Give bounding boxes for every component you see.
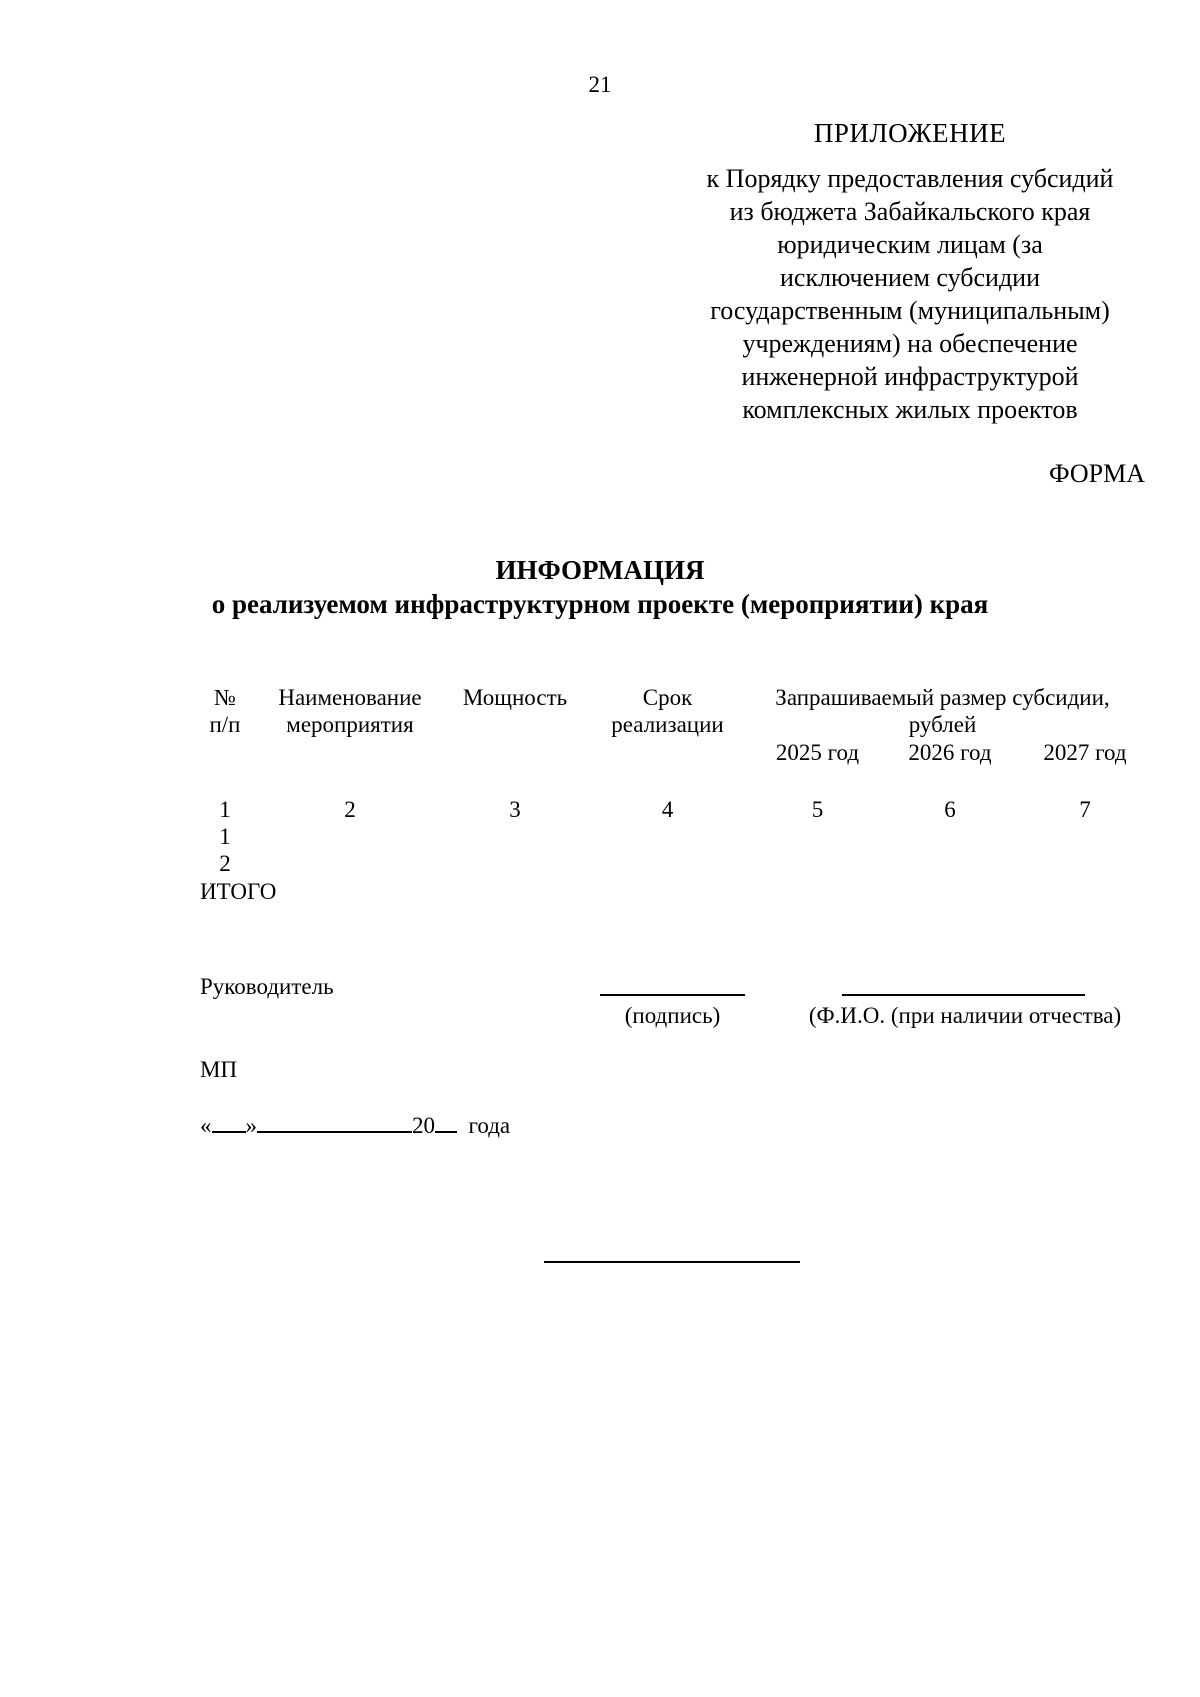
signature-caption: (подпись): [624, 1003, 721, 1028]
month-blank: [257, 1111, 412, 1133]
appendix-title: ПРИЛОЖЕНИЕ: [813, 118, 1007, 148]
table-header-capacity: Мощность: [462, 685, 568, 710]
appendix-line: к Порядку предоставления субсидий: [706, 164, 1114, 193]
appendix-text: [675, 162, 1145, 426]
appendix-line: государственным (муниципальным): [710, 296, 1110, 325]
column-number: 3: [509, 797, 521, 822]
appendix-line: комплексных жилых проектов: [742, 395, 1078, 424]
column-number: 5: [811, 797, 824, 822]
table-header-term: [595, 684, 740, 738]
table-header-year-2025: 2025 год: [775, 740, 860, 765]
date-suffix: года: [468, 1113, 511, 1138]
table-header-year-2027: 2027 год: [1043, 740, 1127, 765]
header-name-line: Наименование: [278, 685, 422, 710]
appendix-line: инженерной инфраструктурой: [741, 362, 1079, 391]
header-term-line: реализации: [611, 712, 724, 737]
column-number: 1: [219, 797, 231, 822]
date-open-quote: «: [200, 1113, 212, 1138]
fio-line: [842, 994, 1085, 996]
form-label: ФОРМА: [1049, 459, 1145, 488]
head-label: Руководитель: [200, 974, 334, 999]
header-subsidy-line: рублей: [908, 712, 977, 737]
appendix-line: исключением субсидии: [779, 263, 1041, 292]
table-header-year-2026: 2026 год: [908, 740, 992, 765]
year-blank: [435, 1111, 457, 1133]
header-number-line: №: [214, 685, 236, 710]
table-row-number: 2: [219, 851, 231, 876]
table-header-name: [265, 684, 435, 738]
day-blank: [212, 1111, 246, 1133]
column-number: 4: [661, 797, 674, 822]
header-number-line: п/п: [209, 712, 241, 737]
date-close-quote: »: [245, 1113, 257, 1138]
appendix-line: учреждениям) на обеспечение: [742, 329, 1078, 358]
appendix-line: из бюджета Забайкальского края: [729, 197, 1091, 226]
page-number: 21: [588, 72, 612, 97]
header-subsidy-line: Запрашиваемый размер субсидии,: [775, 685, 1110, 710]
document-title: ИНФОРМАЦИЯ: [495, 555, 705, 585]
table-header-number: [195, 684, 255, 738]
table-row-number: 1: [219, 824, 231, 849]
table-header-subsidy: [755, 684, 1130, 738]
date-line: [200, 1111, 510, 1141]
fio-caption: (Ф.И.О. (при наличии отчества): [808, 1003, 1122, 1028]
document-subtitle: о реализуемом инфраструктурном проекте (мероприятии) края: [211, 589, 989, 619]
column-number: 6: [944, 797, 956, 822]
seal-label: МП: [200, 1057, 238, 1082]
appendix-line: юридическим лицам (за: [777, 230, 1043, 259]
column-number: 2: [344, 797, 356, 822]
closing-divider: [544, 1261, 800, 1263]
header-name-line: мероприятия: [286, 712, 414, 737]
column-number: 7: [1079, 797, 1091, 822]
table-total-label: ИТОГО: [200, 879, 277, 904]
signature-line: [600, 994, 745, 996]
year-prefix: 20: [412, 1113, 435, 1138]
header-term-line: Срок: [642, 685, 693, 710]
